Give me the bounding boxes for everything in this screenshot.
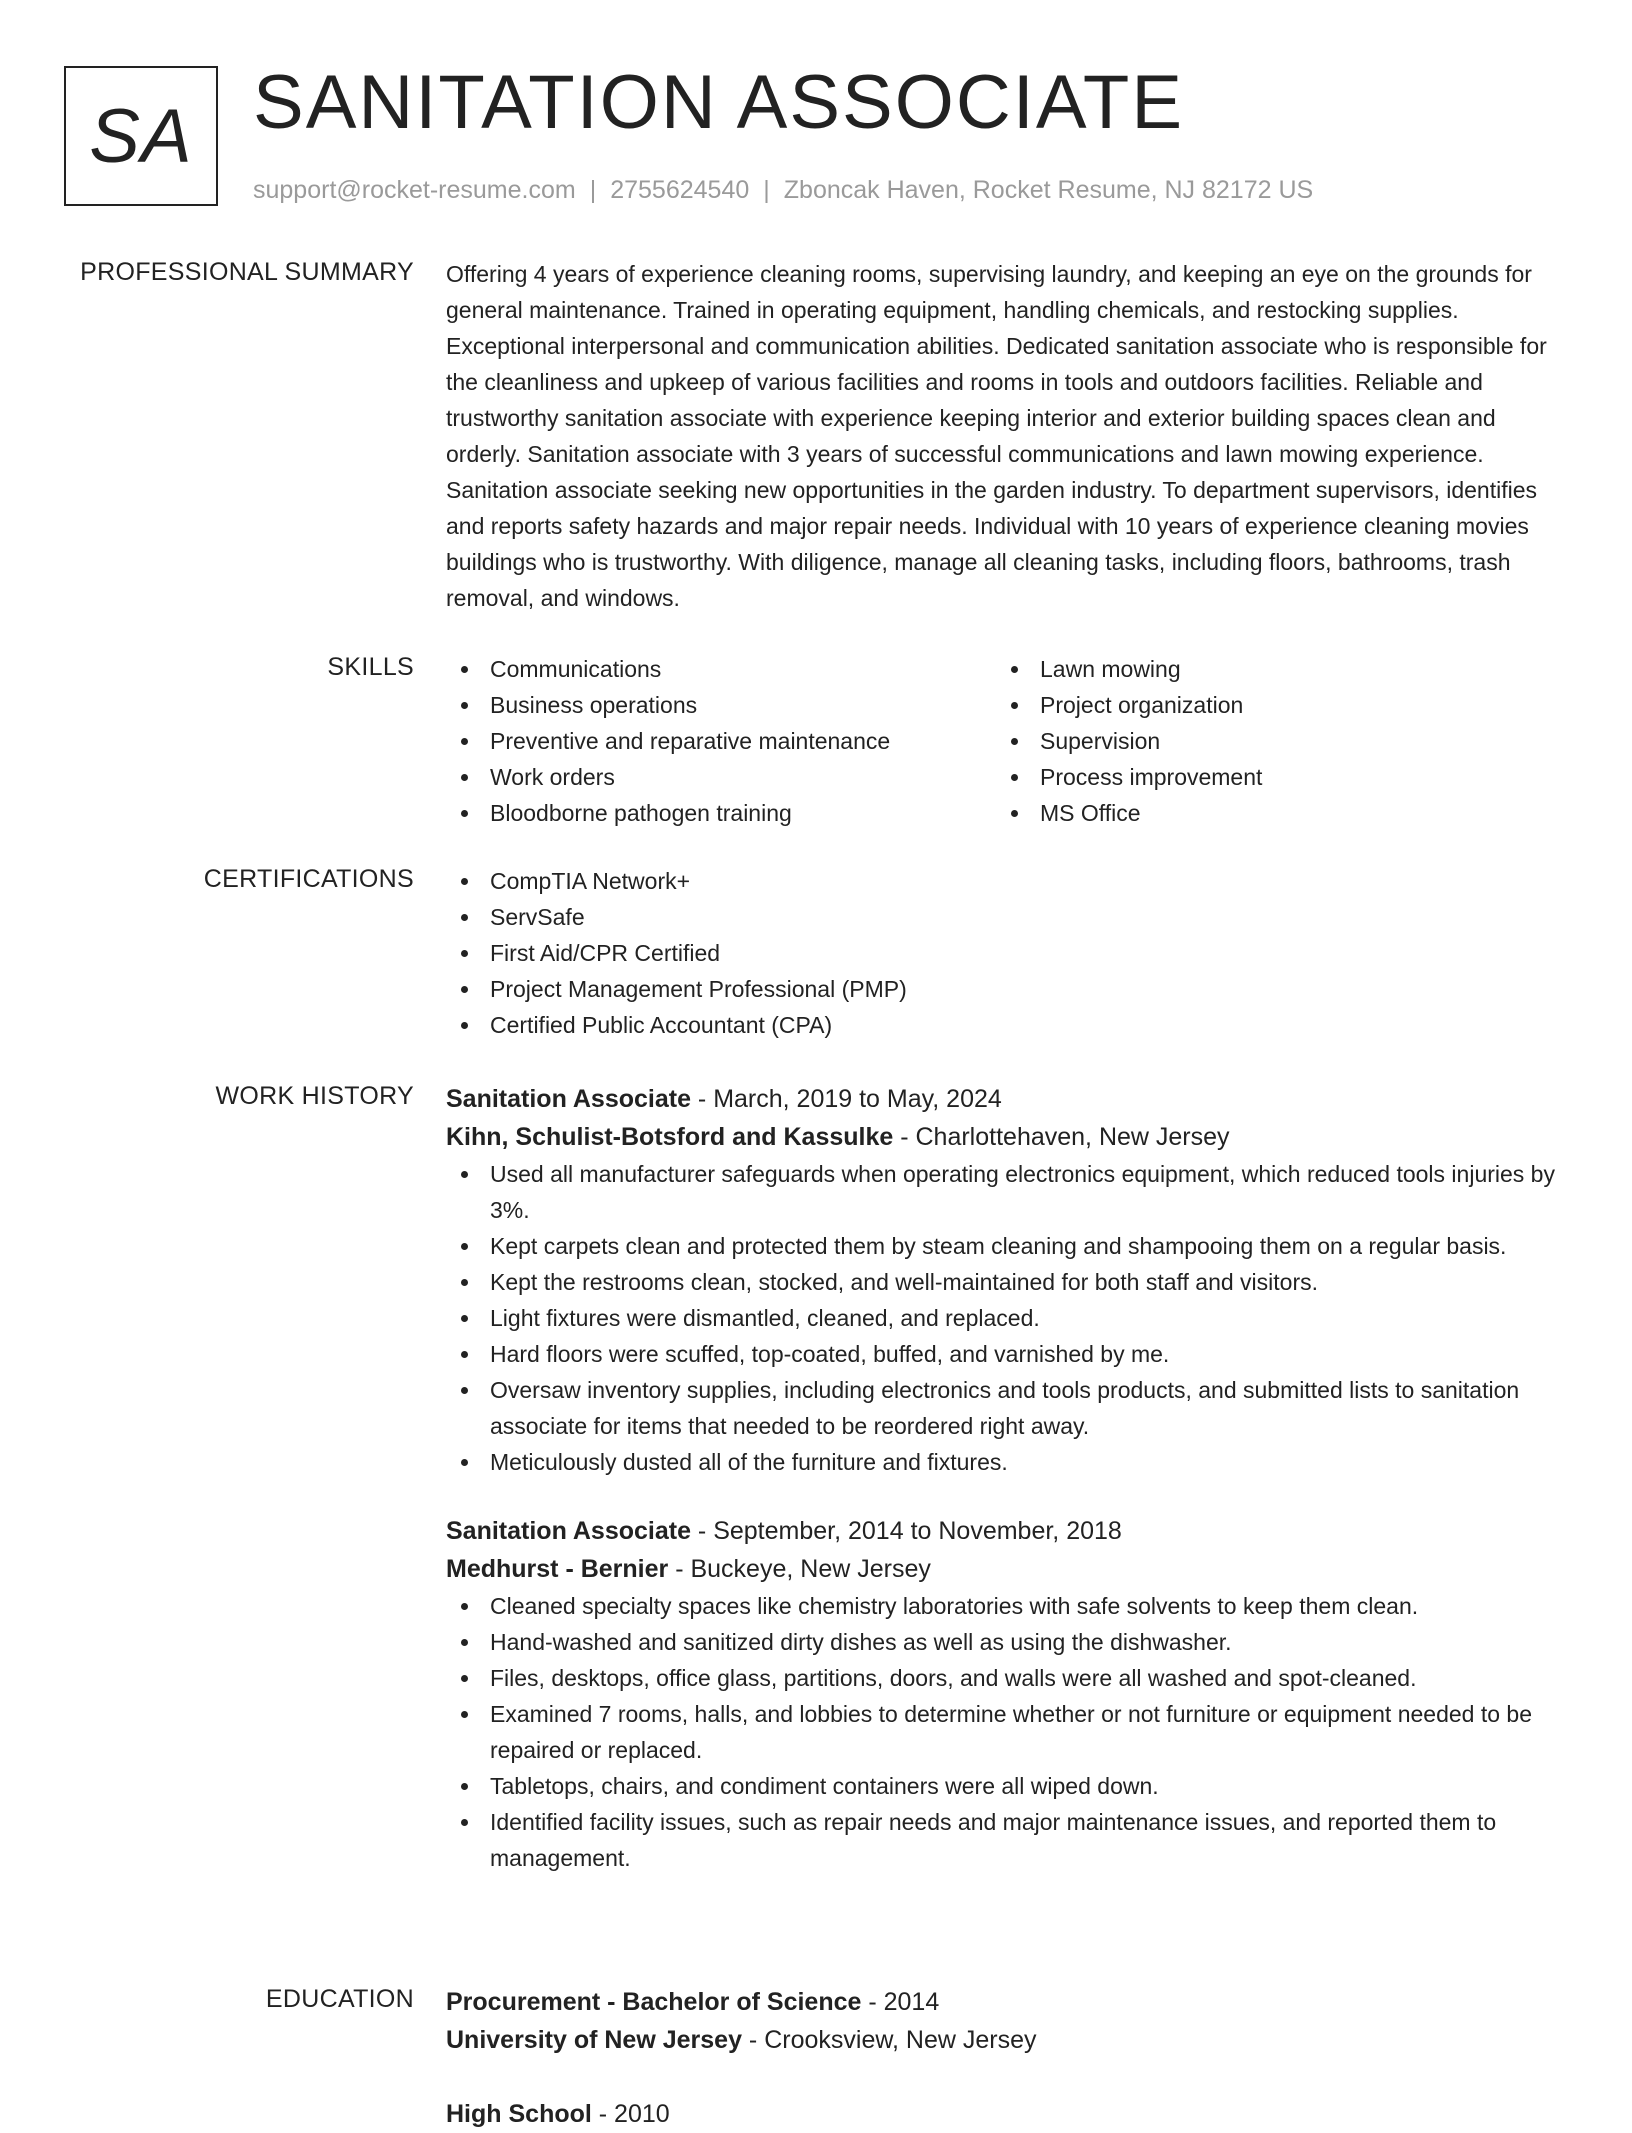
contact-address: Zboncak Haven, Rocket Resume, NJ 82172 US [783, 176, 1314, 204]
skills-column-right [996, 651, 1546, 831]
degree-line [446, 1983, 1566, 2021]
skill-item: Business operations [446, 687, 996, 723]
job-duty: Oversaw inventory supplies, including electronics and tools products, and submitted lists to sanitation associate for items that needed to be reordered right away. [446, 1372, 1566, 1444]
job-duty: Kept the restrooms clean, stocked, and well-maintained for both staff and visitors. [446, 1264, 1566, 1300]
job-duty: Cleaned specialty spaces like chemistry laboratories with safe solvents to keep them clean. [446, 1588, 1566, 1624]
job-company-line [446, 1118, 1566, 1156]
certifications-heading: CERTIFICATIONS [203, 865, 414, 893]
job-duty: Light fixtures were dismantled, cleaned, and replaced. [446, 1300, 1566, 1336]
skill-item: Project organization [996, 687, 1546, 723]
certifications-list [446, 863, 1566, 1043]
certification-item: Project Management Professional (PMP) [446, 971, 1566, 1007]
school-line [446, 2021, 1566, 2059]
education-entry [446, 1983, 1566, 2059]
summary-heading: PROFESSIONAL SUMMARY [80, 258, 414, 286]
candidate-title: SANITATION ASSOCIATE [253, 60, 1185, 145]
skill-item: Process improvement [996, 759, 1546, 795]
job-duty: Hand-washed and sanitized dirty dishes as well as using the dishwasher. [446, 1624, 1566, 1660]
contact-separator: | [589, 176, 597, 204]
degree-line [446, 2095, 1566, 2133]
education-heading: EDUCATION [265, 1985, 414, 2013]
job-dates: - March, 2019 to May, 2024 [690, 1085, 1002, 1113]
job-duty: Files, desktops, office glass, partitions, doors, and walls were all washed and spot-cleaned. [446, 1660, 1566, 1696]
job-company-line [446, 1550, 1566, 1588]
job-company: Medhurst - Bernier [446, 1555, 669, 1583]
job-duty: Identified facility issues, such as repair needs and major maintenance issues, and reported them to management. [446, 1804, 1566, 1876]
school-name: University of New Jersey [446, 2026, 742, 2054]
job-title-line [446, 1080, 1566, 1118]
work-history-body [446, 1080, 1566, 1876]
skill-item: Work orders [446, 759, 996, 795]
contact-separator: | [763, 176, 770, 204]
job-duty: Used all manufacturer safeguards when operating electronics equipment, which reduced tools injuries by 3%. [446, 1156, 1566, 1228]
certification-item: Certified Public Accountant (CPA) [446, 1007, 1566, 1043]
job-duties-list [446, 1588, 1566, 1876]
monogram-initials: SA [89, 93, 193, 179]
skill-item: Lawn mowing [996, 651, 1546, 687]
skill-item: Bloodborne pathogen training [446, 795, 996, 831]
job-entry [446, 1080, 1566, 1480]
job-duty: Tabletops, chairs, and condiment containers were all wiped down. [446, 1768, 1566, 1804]
skills-body [446, 651, 1566, 831]
summary-body [446, 256, 1566, 616]
skill-item: Preventive and reparative maintenance [446, 723, 996, 759]
degree-name: Procurement - Bachelor of Science [446, 1988, 862, 2016]
education-body [446, 1983, 1566, 2133]
work-history-heading: WORK HISTORY [215, 1082, 414, 1110]
contact-line [253, 174, 1313, 206]
degree-year: - 2014 [861, 1988, 940, 2016]
job-duty: Hard floors were scuffed, top-coated, buffed, and varnished by me. [446, 1336, 1566, 1372]
school-location: - Crooksview, New Jersey [741, 2026, 1037, 2054]
job-location: - Charlottehaven, New Jersey [893, 1123, 1230, 1151]
degree-name: High School [446, 2100, 592, 2128]
job-company: Kihn, Schulist-Botsford and Kassulke [446, 1123, 894, 1151]
certifications-body [446, 863, 1566, 1043]
certification-item: ServSafe [446, 899, 1566, 935]
job-duties-list [446, 1156, 1566, 1480]
skill-item: Communications [446, 651, 996, 687]
education-entry [446, 2095, 1566, 2133]
job-dates: - September, 2014 to November, 2018 [690, 1517, 1122, 1545]
job-title: Sanitation Associate [446, 1085, 691, 1113]
certification-item: CompTIA Network+ [446, 863, 1566, 899]
skills-heading: SKILLS [327, 653, 414, 681]
job-title: Sanitation Associate [446, 1517, 691, 1545]
job-duty: Examined 7 rooms, halls, and lobbies to determine whether or not furniture or equipment needed to be repaired or replaced. [446, 1696, 1566, 1768]
job-duty: Meticulously dusted all of the furniture and fixtures. [446, 1444, 1566, 1480]
job-entry [446, 1512, 1566, 1876]
skill-item: MS Office [996, 795, 1546, 831]
contact-phone[interactable]: 2755624540 [610, 176, 750, 204]
degree-year: - 2010 [591, 2100, 670, 2128]
skill-item: Supervision [996, 723, 1546, 759]
job-location: - Buckeye, New Jersey [668, 1555, 931, 1583]
monogram-box [64, 66, 218, 206]
skills-list-left [446, 651, 996, 831]
contact-email[interactable]: support@rocket-resume.com [253, 176, 576, 204]
certification-item: First Aid/CPR Certified [446, 935, 1566, 971]
skills-column-left [446, 651, 996, 831]
skills-list-right [996, 651, 1546, 831]
job-title-line [446, 1512, 1566, 1550]
summary-text: Offering 4 years of experience cleaning rooms, supervising laundry, and keeping an eye on the grounds for general maintenance. Trained in operating equipment, handling chemicals, and restocking supplies. Exceptional interpersonal and communication abilities. Dedicated sanitation associate who is responsible for the cleanliness and upkeep of various facilities and rooms in tools and outdoors facilities. Reliable and trustworthy sanitation associate with experience keeping interior and exterior building spaces clean and orderly. Sanitation associate with 3 years of successful communications and lawn mowing experience. Sanitation associate seeking new opportunities in the garden industry. To department supervisors, identifies and reports safety hazards and major repair needs. Individual with 10 years of experience cleaning movies buildings who is trustworthy. With diligence, manage all cleaning tasks, including floors, bathrooms, trash removal, and windows. [446, 261, 1547, 611]
job-duty: Kept carpets clean and protected them by steam cleaning and shampooing them on a regular basis. [446, 1228, 1566, 1264]
